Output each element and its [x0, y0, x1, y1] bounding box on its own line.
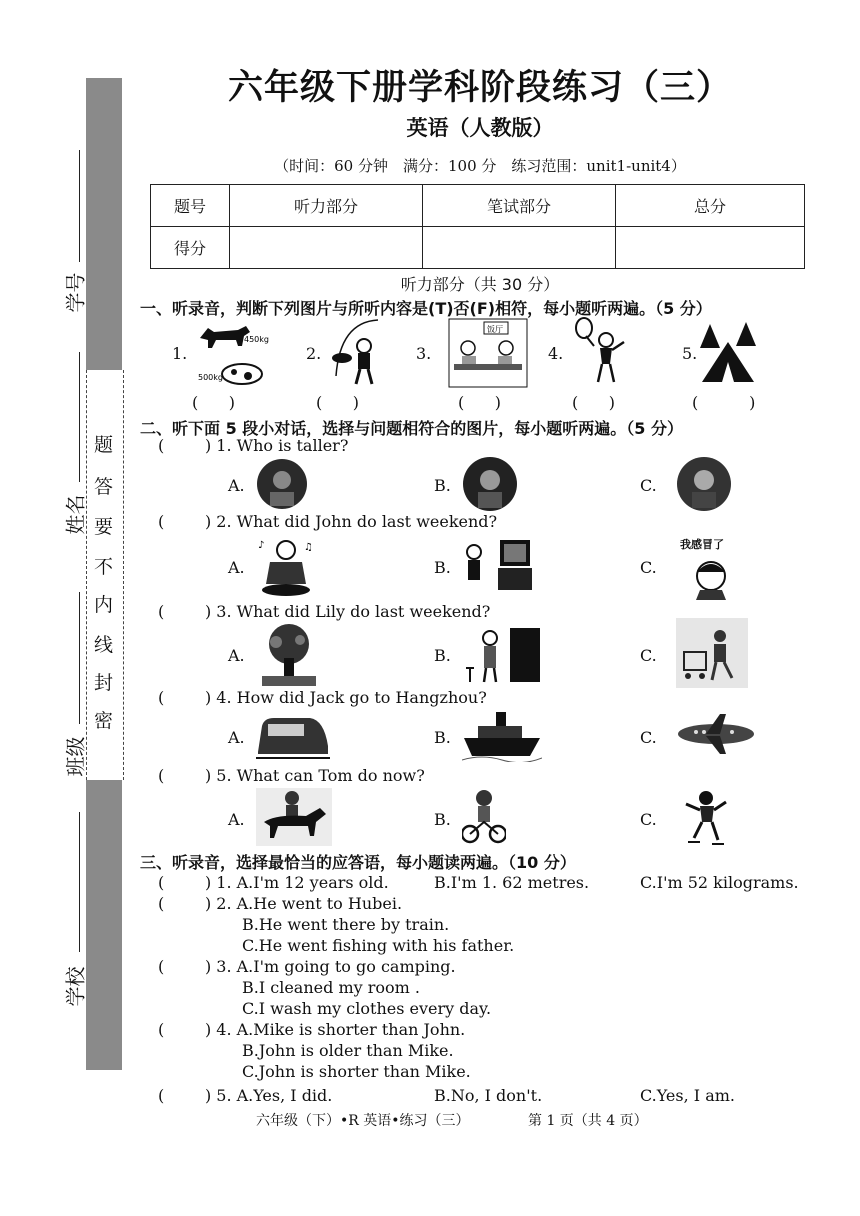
option-c: C. — [640, 646, 657, 665]
page-subtitle: 英语（人教版） — [406, 116, 554, 140]
option-b: B. — [434, 558, 451, 577]
score-cell-total[interactable] — [616, 227, 805, 269]
binding-strip-bottom — [86, 780, 122, 1070]
answer-blank[interactable]: ( ) — [192, 393, 235, 412]
response-option-c: C.Yes, I am. — [640, 1086, 735, 1105]
class-line — [79, 592, 80, 724]
response-option-a: ) 4. A.Mike is shorter than John. — [204, 1020, 466, 1039]
dining-room-picture — [448, 318, 528, 388]
girl-skating-picture — [680, 788, 730, 846]
response-option-c: C.I'm 52 kilograms. — [640, 873, 799, 892]
seal-char: 题 — [94, 434, 114, 456]
answer-blank[interactable]: ( — [158, 873, 205, 892]
section2-heading: 二、听下面 5 段小对话，选择与问题相符合的图片，每小题听两遍。（5 分） — [140, 419, 683, 438]
question-row — [158, 766, 425, 785]
section1-heading: 一、听录音，判断下列图片与所听内容是(T)否(F)相符，每小题听两遍。（5 分） — [140, 299, 712, 318]
response-option-a: ) 2. A.He went to Hubei. — [204, 894, 403, 913]
seal-char: 内 — [94, 594, 114, 616]
score-table-row-label: 得分 — [151, 227, 230, 269]
pic-caption: 我感冒了 — [680, 538, 724, 551]
option-c: C. — [640, 728, 657, 747]
option-b: B. — [434, 476, 451, 495]
pic-label: 饭厅 — [487, 325, 503, 334]
question-text: ) 1. Who is taller? — [204, 436, 349, 455]
school-line — [79, 812, 80, 952]
answer-blank[interactable]: ( — [158, 512, 205, 531]
question-text: ) 4. How did Jack go to Hangzhou? — [204, 688, 487, 707]
pic-label: 450kg — [244, 335, 269, 344]
question-text: ) 5. What can Tom do now? — [204, 766, 425, 785]
item-number: 3. — [416, 344, 432, 363]
answer-blank[interactable]: ( ) — [316, 393, 359, 412]
horse-and-cow-picture — [194, 318, 274, 390]
ship-picture — [462, 710, 542, 762]
girl-under-tree-picture — [256, 622, 322, 688]
footer-page-number: 第 1 页（共 4 页） — [528, 1113, 648, 1129]
score-table — [150, 184, 805, 269]
score-cell-listening[interactable] — [230, 227, 423, 269]
pic-label: 500kg — [198, 373, 223, 382]
sick-girl-picture — [686, 554, 736, 600]
question-row — [158, 436, 348, 455]
response-option-a: ) 1. A.I'm 12 years old. — [204, 873, 389, 892]
option-a: A. — [228, 476, 245, 495]
class-label: 班级 — [63, 736, 88, 777]
answer-blank[interactable]: ( — [158, 766, 205, 785]
boy-fishing-picture — [326, 316, 386, 388]
option-a: A. — [228, 728, 245, 747]
seal-char: 不 — [94, 556, 114, 578]
response-option-c: C.I wash my clothes every day. — [242, 999, 492, 1018]
option-a: A. — [228, 558, 245, 577]
question-row — [158, 688, 487, 707]
name-line — [79, 352, 80, 482]
seal-char: 答 — [94, 476, 114, 498]
girl-shopping-picture — [676, 618, 748, 688]
response-option-b: B.No, I don't. — [434, 1086, 543, 1105]
answer-blank[interactable]: ( — [158, 602, 205, 621]
listening-heading: 听力部分（共 30 分） — [400, 275, 560, 294]
question-row — [158, 602, 490, 621]
option-c: C. — [640, 810, 657, 829]
response-option-a: ) 3. A.I'm going to go camping. — [204, 957, 456, 976]
boy-riding-bike-picture — [462, 788, 506, 846]
response-option-c: C.John is shorter than Mike. — [242, 1062, 471, 1081]
seal-char: 线 — [94, 634, 114, 656]
seal-char: 封 — [94, 672, 114, 694]
score-table-header-cell: 笔试部分 — [423, 185, 616, 227]
item-number: 2. — [306, 344, 322, 363]
answer-blank[interactable]: ( — [158, 688, 205, 707]
response-row — [158, 894, 402, 913]
name-label: 姓名 — [63, 494, 88, 535]
item-number: 5. — [682, 344, 698, 363]
option-a: A. — [228, 646, 245, 665]
answer-blank[interactable]: ( ) — [458, 393, 501, 412]
question-text: ) 2. What did John do last weekend? — [204, 512, 498, 531]
person-portrait-picture — [462, 456, 518, 512]
section3-heading: 三、听录音，选择最恰当的应答语，每小题读两遍。（10 分） — [140, 853, 576, 872]
girl-badminton-picture — [572, 316, 632, 386]
boy-riding-horse-picture — [256, 788, 332, 846]
svg-text:♪: ♪ — [258, 540, 265, 551]
airplane-picture — [676, 712, 756, 756]
school-label: 学校 — [63, 966, 88, 1007]
response-row — [158, 873, 389, 892]
score-table-header-cell: 总分 — [616, 185, 805, 227]
response-option-b: B.John is older than Mike. — [242, 1041, 454, 1060]
answer-blank[interactable]: ( — [158, 1086, 205, 1105]
answer-blank[interactable]: ( ) — [572, 393, 615, 412]
seal-char: 要 — [94, 516, 114, 538]
answer-blank[interactable]: ( — [158, 957, 205, 976]
option-c: C. — [640, 558, 657, 577]
answer-blank[interactable]: ( — [158, 894, 205, 913]
option-a: A. — [228, 810, 245, 829]
response-option-b: B.He went there by train. — [242, 915, 450, 934]
exam-info: （时间：60 分钟 满分：100 分 练习范围：unit1-unit4） — [274, 157, 686, 175]
answer-blank[interactable]: ( — [158, 436, 205, 455]
girl-watering-plant-picture — [462, 624, 542, 684]
footer-left: 六年级（下）•R 英语•练习（三） — [256, 1113, 470, 1129]
response-row — [158, 957, 456, 976]
svg-text:♫: ♫ — [304, 542, 313, 553]
response-option-c: C.He went fishing with his father. — [242, 936, 515, 955]
option-b: B. — [434, 810, 451, 829]
person-portrait-picture — [256, 458, 308, 510]
question-row — [158, 512, 497, 531]
option-c: C. — [640, 476, 657, 495]
train-picture — [254, 712, 330, 762]
boy-watching-tv-picture — [462, 534, 534, 594]
student-id-label: 学号 — [63, 272, 88, 313]
response-option-b: B.I cleaned my room . — [242, 978, 420, 997]
response-option-a: ) 5. A.Yes, I did. — [204, 1086, 333, 1105]
answer-blank[interactable]: ( ) — [692, 393, 756, 412]
item-number: 4. — [548, 344, 564, 363]
score-cell-writing[interactable] — [423, 227, 616, 269]
question-text: ) 3. What did Lily do last weekend? — [204, 602, 491, 621]
seal-char: 密 — [94, 710, 114, 732]
score-table-header-cell: 题号 — [151, 185, 230, 227]
person-portrait-picture — [676, 456, 732, 512]
answer-blank[interactable]: ( — [158, 1020, 205, 1039]
page-title: 六年级下册学科阶段练习（三） — [227, 68, 732, 108]
score-table-header-cell: 听力部分 — [230, 185, 423, 227]
boy-playing-music-picture — [256, 536, 316, 598]
option-b: B. — [434, 646, 451, 665]
response-option-b: B.I'm 1. 62 metres. — [434, 873, 590, 892]
option-b: B. — [434, 728, 451, 747]
response-row — [158, 1086, 332, 1105]
response-row — [158, 1020, 465, 1039]
tent-camping-picture — [698, 316, 758, 388]
item-number: 1. — [172, 344, 188, 363]
